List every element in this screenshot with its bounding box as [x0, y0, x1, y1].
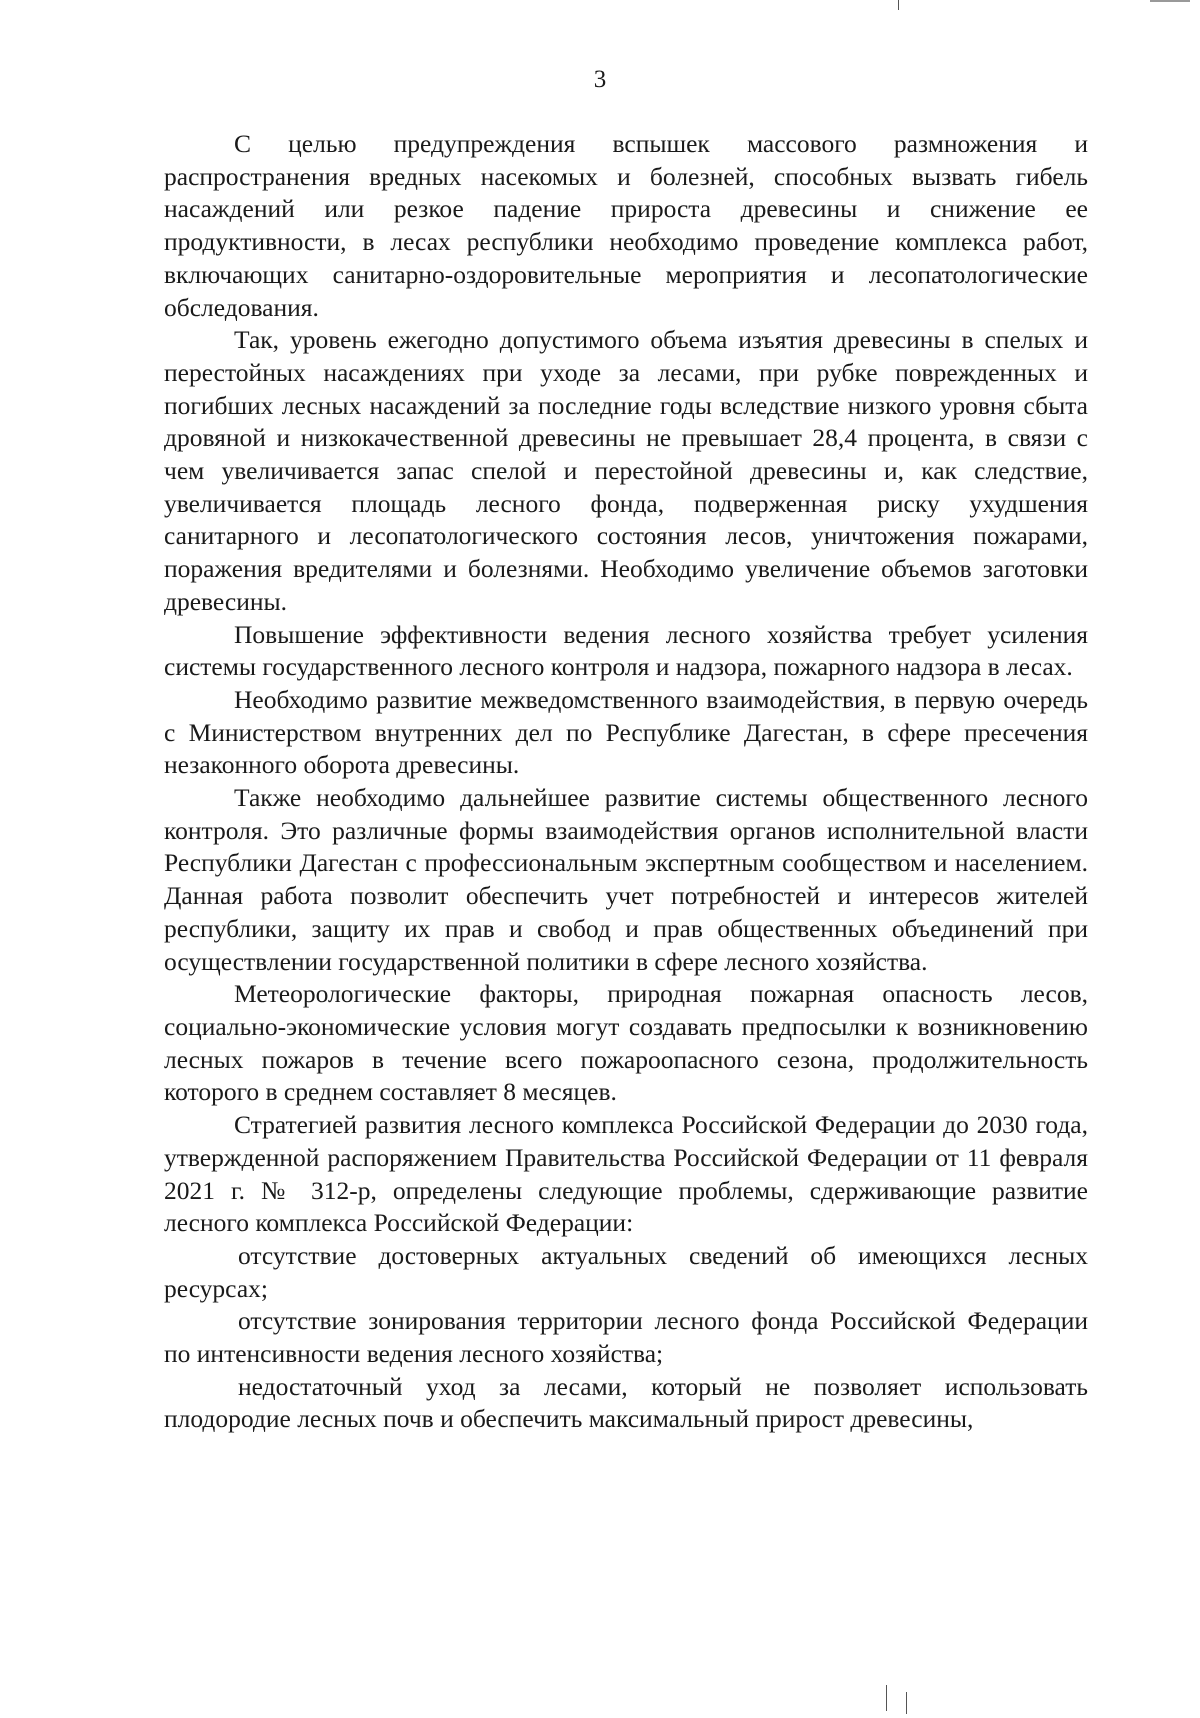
scan-artifact-top-right: [1150, 0, 1190, 2]
list-item: недостаточный уход за лесами, который не позволяет использовать плодородие лесных почв и обеспечить максимальный прирост древесины,: [164, 1371, 1088, 1434]
paragraph: Стратегией развития лесного комплекса Российской Федерации до 2030 года, утвержденной распоряжением Правительства Российской Федерации от 11 февраля 2021 г. № 312-р, определены следующие проблемы, сдерживающие развитие лесного комплекса Российской Федерации:: [164, 1110, 1088, 1238]
document-body: [164, 128, 1088, 1436]
paragraph: Необходимо развитие межведомственного взаимодействия, в первую очередь с Министерством внутренних дел по Республике Дагестан, в сфере пресечения незаконного оборота древесины.: [164, 684, 1088, 780]
scan-artifact-top: [898, 0, 899, 10]
paragraph: Так, уровень ежегодно допустимого объема изъятия древесины в спелых и перестойных насаждениях при уходе за лесами, при рубке поврежденных и погибших лесных насаждений за последние годы вследствие низкого уровня сбыта дровяной и низкокачественной древесины не превышает 28,4 процента, в связи с чем увеличивается запас спелой и перестойной древесины и, как следствие, увеличивается площадь лесного фонда, подверженная риску ухудшения санитарного и лесопатологического состояния лесов, уничтожения пожарами, поражения вредителями и болезнями. Необходимо увеличение объемов заготовки древесины.: [164, 325, 1088, 616]
paragraph: Метеорологические факторы, природная пожарная опасность лесов, социально-экономические условия могут создавать предпосылки к возникновению лесных пожаров в течение всего пожароопасного сезона, продолжительность которого в среднем составляет 8 месяцев.: [164, 979, 1088, 1107]
paragraph: С целью предупреждения вспышек массового размножения и распространения вредных насекомых и болезней, способных вызвать гибель насаждений или резкое падение прироста древесины и снижение ее продуктивности, в лесах республики необходимо проведение комплекса работ, включающих санитарно-оздоровительные мероприятия и лесопатологические обследования.: [164, 129, 1088, 322]
scan-artifact-bottom-2: [906, 1692, 907, 1714]
list-item: отсутствие достоверных актуальных сведений об имеющихся лесных ресурсах;: [164, 1240, 1088, 1303]
page-number: 3: [593, 66, 607, 93]
list-item: отсутствие зонирования территории лесного фонда Российской Федерации по интенсивности ведения лесного хозяйства;: [164, 1306, 1088, 1369]
scan-artifact-bottom: [886, 1685, 887, 1711]
paragraph: Повышение эффективности ведения лесного хозяйства требует усиления системы государственного лесного контроля и надзора, пожарного надзора в лесах.: [164, 619, 1088, 682]
paragraph: Также необходимо дальнейшее развитие системы общественного лесного контроля. Это различные формы взаимодействия органов исполнительной власти Республики Дагестан с профессиональным экспертным сообществом и населением. Данная работа позволит обеспечить учет потребностей и интересов жителей республики, защиту их прав и свобод и прав общественных объединений при осуществлении государственной политики в сфере лесного хозяйства.: [164, 783, 1088, 976]
